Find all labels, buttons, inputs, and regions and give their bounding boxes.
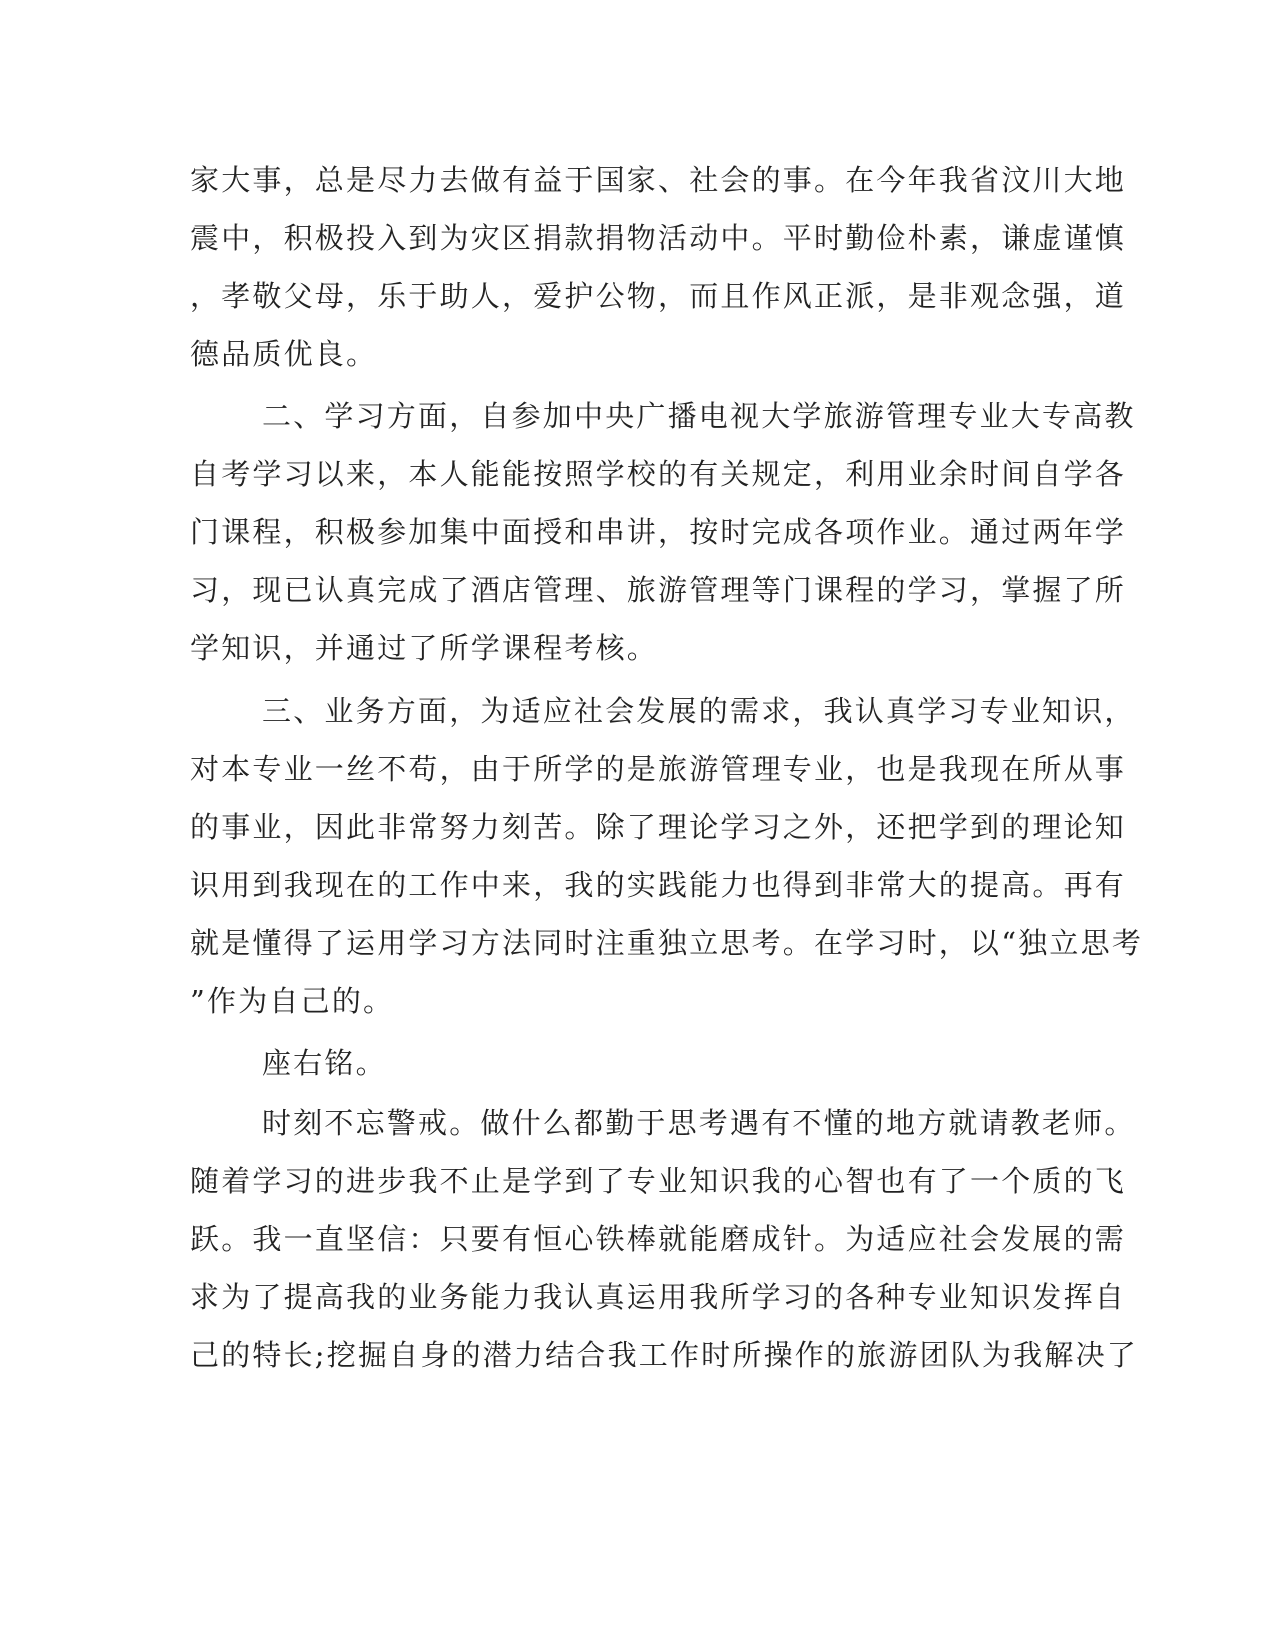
paragraph-start-line: 三、业务方面，为适应社会发展的需求，我认真学习专业知识， [262,694,1136,728]
text-line: 家大事，总是尽力去做有益于国家、社会的事。在今年我省汶川大地 [190,163,1127,197]
text-line: 求为了提高我的业务能力我认真运用我所学习的各种专业知识发挥自 [190,1280,1127,1314]
text-line: 己的特长;挖掘自身的潜力结合我工作时所操作的旅游团队为我解决了 [190,1338,1138,1372]
text-line: 随着学习的进步我不止是学到了专业知识我的心智也有了一个质的飞 [190,1164,1127,1198]
text-line: 习，现已认真完成了酒店管理、旅游管理等门课程的学习，掌握了所 [190,573,1127,607]
text-line: 对本专业一丝不苟，由于所学的是旅游管理专业，也是我现在所从事 [190,752,1127,786]
paragraph-start-line: 座右铭。 [262,1046,387,1080]
text-line: 跃。我一直坚信：只要有恒心铁棒就能磨成针。为适应社会发展的需 [190,1222,1127,1256]
text-line: 学知识，并通过了所学课程考核。 [190,631,659,665]
text-line: ，孝敬父母，乐于助人，爱护公物，而且作风正派，是非观念强，道 [190,279,1127,313]
text-line: ”作为自己的。 [190,984,395,1018]
text-line: 的事业，因此非常努力刻苦。除了理论学习之外，还把学到的理论知 [190,810,1127,844]
paragraph-start-line: 二、学习方面，自参加中央广播电视大学旅游管理专业大专高教 [262,399,1136,433]
text-line: 识用到我现在的工作中来，我的实践能力也得到非常大的提高。再有 [190,868,1127,902]
text-line: 自考学习以来，本人能能按照学校的有关规定，利用业余时间自学各 [190,457,1127,491]
text-line: 就是懂得了运用学习方法同时注重独立思考。在学习时，以“独立思考 [190,926,1144,960]
paragraph-start-line: 时刻不忘警戒。做什么都勤于思考遇有不懂的地方就请教老师。 [262,1106,1136,1140]
text-line: 震中，积极投入到为灾区捐款捐物活动中。平时勤俭朴素，谦虚谨慎 [190,221,1127,255]
text-line: 德品质优良。 [190,337,378,371]
text-line: 门课程，积极参加集中面授和串讲，按时完成各项作业。通过两年学 [190,515,1127,549]
